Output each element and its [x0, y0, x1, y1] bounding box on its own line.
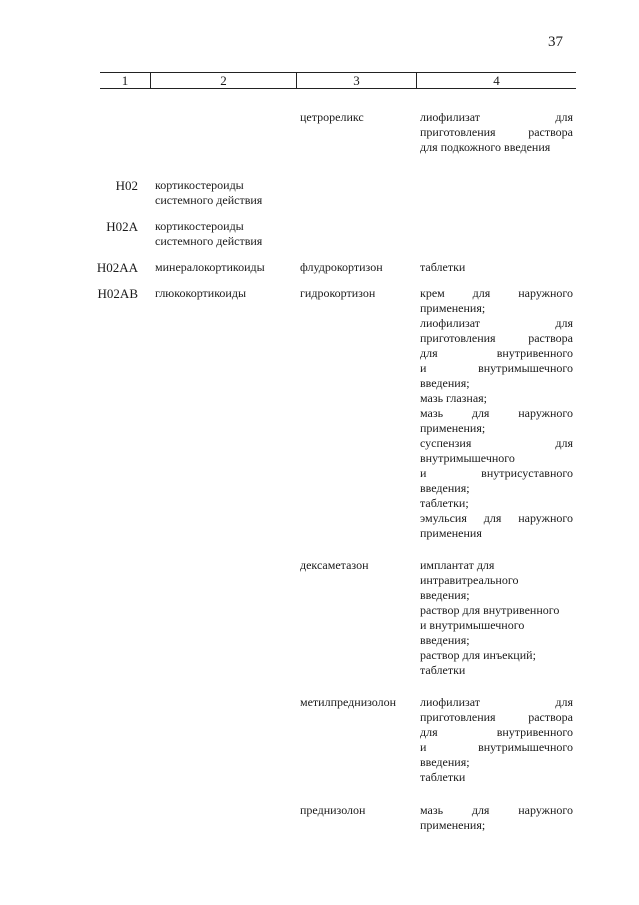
header-col-2: 2: [151, 73, 297, 88]
dosage-form-line: введения;: [420, 755, 470, 769]
atc-code: H02AB: [97, 286, 138, 301]
dosage-form-line: мазь для наружного: [420, 803, 573, 817]
header-col-3: 3: [297, 73, 417, 88]
dosage-form-line: крем для наружного: [420, 286, 573, 300]
dosage-form-line: эмульсия для наружного: [420, 511, 573, 525]
header-col-4: 4: [493, 73, 500, 88]
substance-name: метилпреднизолон: [300, 695, 397, 709]
dosage-form-line: приготовления раствора: [420, 331, 573, 345]
dosage-form-line: применения;: [420, 421, 486, 435]
dosage-form-line: применения;: [420, 301, 486, 315]
dosage-form-line: лиофилизат для: [420, 695, 573, 709]
dosage-form-line: таблетки: [420, 260, 466, 274]
substance-name: преднизолон: [300, 803, 366, 817]
substance-name: цетрореликс: [300, 110, 364, 124]
dosage-form-line: и внутримышечного: [420, 740, 573, 754]
dosage-form-line: суспензия для: [420, 436, 573, 450]
dosage-form-line: и внутримышечного: [420, 361, 573, 375]
dosage-form-line: приготовления раствора: [420, 710, 573, 724]
atc-group-line: кортикостероиды: [155, 219, 244, 233]
dosage-form-line: и внутримышечного: [420, 618, 525, 632]
dosage-form-line: для внутривенного: [420, 725, 573, 739]
dosage-form-line: раствор для инъекций;: [420, 648, 536, 662]
dosage-form-line: применения: [420, 526, 482, 540]
dosage-form-line: лиофилизат для: [420, 110, 573, 124]
dosage-form-line: мазь для наружного: [420, 406, 573, 420]
dosage-form-line: внутримышечного: [420, 451, 515, 465]
atc-group-line: глюкокортикоиды: [155, 286, 247, 300]
table-header: [100, 72, 576, 89]
header-col-1: 1: [100, 73, 151, 88]
dosage-form-line: введения;: [420, 633, 470, 647]
dosage-form-line: для внутривенного: [420, 346, 573, 360]
dosage-form-line: таблетки: [420, 770, 466, 784]
dosage-form-line: имплантат для: [420, 558, 495, 572]
atc-group-line: кортикостероиды: [155, 178, 244, 192]
atc-group-line: системного действия: [155, 193, 263, 207]
dosage-form-line: применения;: [420, 818, 486, 832]
dosage-form-line: приготовления раствора: [420, 125, 573, 139]
page-number: 37: [548, 34, 563, 50]
atc-code: H02: [115, 178, 138, 193]
dosage-form-line: таблетки: [420, 663, 466, 677]
substance-name: дексаметазон: [300, 558, 369, 572]
dosage-form-line: и внутрисуставного: [420, 466, 573, 480]
dosage-form-line: введения;: [420, 376, 470, 390]
dosage-form-line: интравитреального: [420, 573, 519, 587]
substance-name: флудрокортизон: [300, 260, 383, 274]
atc-code: H02AA: [96, 260, 138, 275]
dosage-form-line: мазь глазная;: [420, 391, 488, 405]
atc-group-line: минералокортикоиды: [155, 260, 265, 274]
dosage-form-line: раствор для внутривенного: [420, 603, 560, 617]
substance-name: гидрокортизон: [300, 286, 376, 300]
atc-group-line: системного действия: [155, 234, 263, 248]
dosage-form-line: таблетки;: [420, 496, 469, 510]
dosage-form-line: введения;: [420, 588, 470, 602]
dosage-form-line: введения;: [420, 481, 470, 495]
dosage-form-line: лиофилизат для: [420, 316, 573, 330]
atc-code: H02A: [106, 219, 138, 234]
dosage-form-line: для подкожного введения: [420, 140, 551, 154]
